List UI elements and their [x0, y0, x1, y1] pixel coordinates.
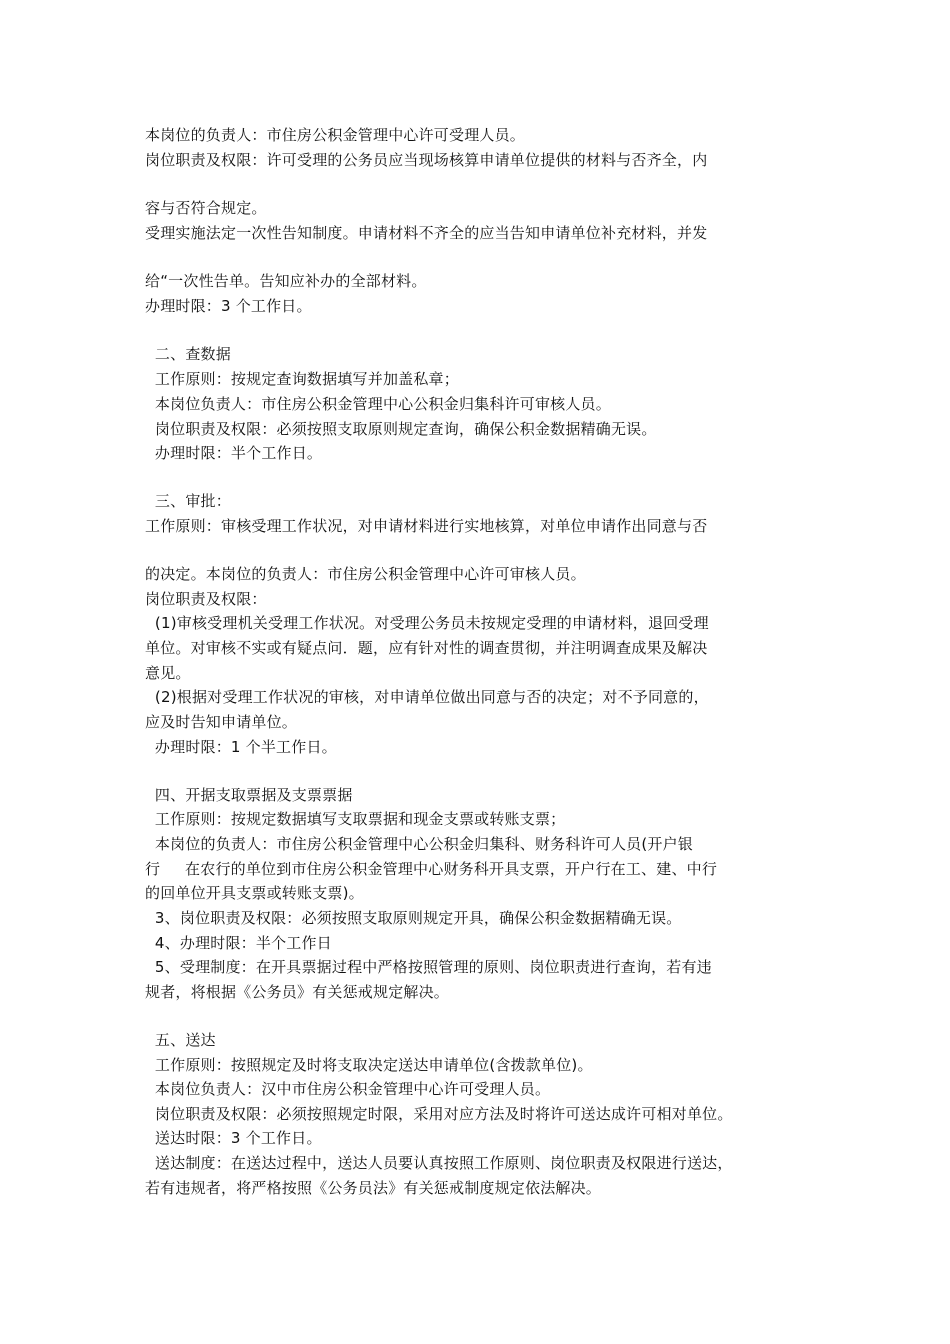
text-line: 给“一次性告单。告知应补办的全部材料。	[145, 272, 427, 290]
text-line: 受理实施法定一次性告知制度。申请材料不齐全的应当告知申请单位补充材料，并发	[145, 224, 708, 242]
text-line: 岗位职责及权限：	[145, 590, 267, 608]
text-line: 本岗位负责人：市住房公积金管理中心公积金归集科许可审核人员。	[145, 395, 611, 413]
text-line: 办理时限：1 个半工作日。	[145, 738, 337, 756]
text-line: 送达制度：在送达过程中，送达人员要认真按照工作原则、岗位职责及权限进行送达，	[145, 1154, 733, 1172]
text-line: 岗位职责及权限：必须按照规定时限，采用对应方法及时将许可送达成许可相对单位。	[145, 1105, 733, 1123]
text-line: 办理时限：半个工作日。	[145, 444, 323, 462]
text-line: 行 在农行的单位到市住房公积金管理中心财务科开具支票，开户行在工、建、中行	[145, 860, 718, 878]
text-line: 4、办理时限：半个工作日	[145, 934, 332, 952]
section-heading: 五、送达	[145, 1031, 216, 1049]
text-line: (1)审核受理机关受理工作状况。对受理公务员未按规定受理的申请材料，退回受理	[145, 614, 709, 632]
text-line: 单位。对审核不实或有疑点问．题，应有针对性的调查贯彻，并注明调查成果及解决	[145, 639, 708, 657]
text-line: 3、岗位职责及权限：必须按照支取原则规定开具，确保公积金数据精确无误。	[145, 909, 682, 927]
text-line: 应及时告知申请单位。	[145, 713, 298, 731]
text-line: 若有违规者，将严格按照《公务员法》有关惩戒制度规定依法解决。	[145, 1179, 602, 1197]
text-line: 送达时限：3 个工作日。	[145, 1129, 322, 1147]
text-line: 工作原则：按规定数据填写支取票据和现金支票或转账支票；	[145, 810, 566, 828]
section-heading: 四、开据支取票据及支票票据	[145, 786, 353, 804]
section-heading: 二、查数据	[145, 345, 231, 363]
text-line: 本岗位负责人：汉中市住房公积金管理中心许可受理人员。	[145, 1080, 551, 1098]
text-line: 岗位职责及权限：必须按照支取原则规定查询，确保公积金数据精确无误。	[145, 420, 657, 438]
text-line: 办理时限：3 个工作日。	[145, 297, 312, 315]
text-line: 规者，将根据《公务员》有关惩戒规定解决。	[145, 983, 450, 1001]
text-line: 工作原则：按照规定及时将支取决定送达申请单位(含拨款单位)。	[145, 1056, 593, 1074]
text-line: 本岗位的负责人：市住房公积金管理中心公积金归集科、财务科许可人员(开户银	[145, 835, 693, 853]
section-heading: 三、审批：	[145, 492, 231, 510]
text-line: 工作原则：按规定查询数据填写并加盖私章；	[145, 370, 459, 388]
text-line: 意见。	[145, 664, 191, 682]
text-line: 5、受理制度：在开具票据过程中严格按照管理的原则、岗位职责进行查询，若有违	[145, 958, 712, 976]
text-line: 的回单位开具支票或转账支票)。	[145, 884, 364, 902]
text-line: (2)根据对受理工作状况的审核，对申请单位做出同意与否的决定；对不予同意的，	[145, 688, 709, 706]
text-line: 岗位职责及权限：许可受理的公务员应当现场核算申请单位提供的材料与否齐全，内	[145, 151, 708, 169]
text-line: 容与否符合规定。	[145, 199, 267, 217]
text-line: 的决定。本岗位的负责人：市住房公积金管理中心许可审核人员。	[145, 565, 586, 583]
text-line: 本岗位的负责人：市住房公积金管理中心许可受理人员。	[145, 126, 526, 144]
text-line: 工作原则：审核受理工作状况，对申请材料进行实地核算，对单位申请作出同意与否	[145, 517, 708, 535]
